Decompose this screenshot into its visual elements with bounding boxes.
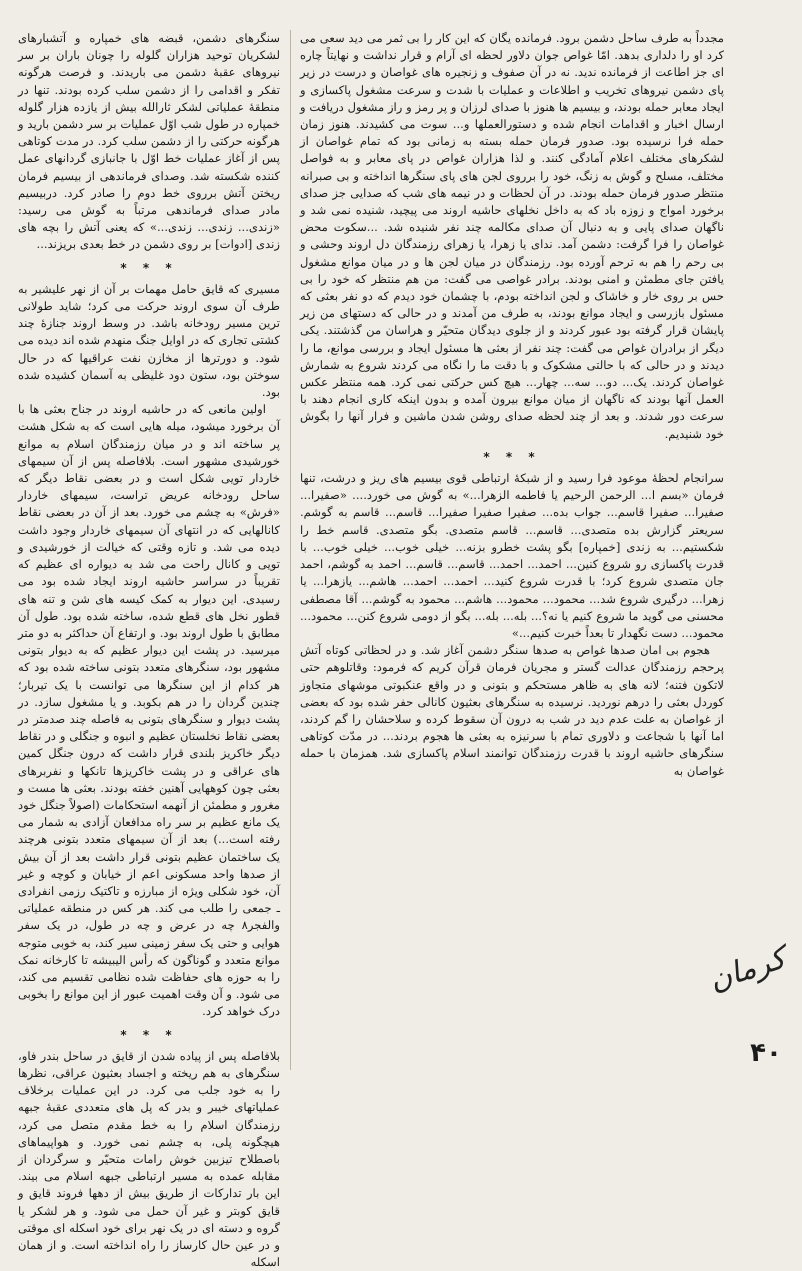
section-separator: * * * xyxy=(483,449,541,464)
section-separator: * * * xyxy=(120,1027,178,1042)
magazine-logo: کرمان xyxy=(704,940,790,999)
article-paragraph: سرانجام لحظهٔ موعود فرا رسید و از شبکهٔ ارتباطی قوی بیسیم های ریز و درشت، تنها فرمان «بسم ا... الرحمن الرحیم یا فاطمه الزهرا...» به گوش می خورد.... «صفیرا... صفیرا... صفیرا قاسم... جواب بده... صفیرا صفیرا صفیرا... قاسم... قاسم به گوشم. سریعتر گزارش بده متصدی... قاسم... قاسم متصدی. بگو متصدی. قاسم خط را شکستیم... به زندی [خمپاره] بگو پشت خطرو بزنه... خیلی خوب... خیلی خوب... با قدرت پاکسازی رو شروع کنین... احمد... احمد... قاسم... قاسم... احمد به گوشم، احمد جان متصدی شروع کرد؛ با قدرت شروع کنید... احمد... احمد... هاشم... یازهرا... یا زهرا... درگیری شروع شد... محمود... محمود... هاشم... محمود به گوشم... آقا مصطفی محسنی می گوید ما شروع کنیم یا نه؟... بله... بله... بگو از دومی شروع کنن... محمود... محمود... دست نگهدار تا بعداً خبرت کنیم...» xyxy=(300,471,724,640)
column-divider xyxy=(290,30,291,1070)
page-number: ۴۰ xyxy=(750,1038,782,1068)
article-paragraph: بلافاصله پس از پیاده شدن از قایق در ساحل بندر فاو، سنگرهای به هم ریخته و اجساد بعثیون عراقی، نظرها را به خود جلب می کرد. در این عملیات برخلاف عملیاتهای خیبر و بدر که پل های متعددی عقبهٔ جبهه رزمندگان اسلام را به خط مقدم متصل می کرد، هیچگونه پلی، به چشم نمی خورد. و هواپیماهای باصطلاح تیزبین خوش رامات متحیّر و سرگردان از مقابله عمده به مسیر ارتباطی جبهه اسلام می بیند. این بار تدارکات از طریق بیش از دهها فروند قایق و قایق کوبتر و غیر آن حمل می شود. و هر لشکر یا گروه و دسته ای در یک نهر برای خود اسکله ای موقتی و در عین حال کارساز را راه انداخته است. و از همان اسکله xyxy=(18,1048,280,1270)
article-paragraph: سنگرهای دشمن، قبضه های خمپاره و آتشبارهای لشکریان توحید هزاران گلوله را چونان باران بر سر نیروهای عقبهٔ دشمن می باریدند. و فرصت هرگونه تفکر و اقدامی را از دشمن سلب کرده بودند. تنها در منطقهٔ عملیاتی لشکر ثارالله بیش از یازده هزار گلوله خمپاره در طول شب اوّل عملیات بر سر دشمن بارید و هرگونه حرکتی را از دشمن سلب کرد. در مدت کوتاهی پس از آغاز عملیات خط اوّل با جانبازی گردانهای عمل کننده شکسته شد. وصدای فرماندهی از بیسیم فرمان ریختن آتش برروی خط دوم را صادر کرد. دربیسیم مادر صدای فرماندهی مرتباً به گوش می رسید: «زندی... زندی... زندی...» که یعنی آتش را بچه های زندی [ادوات] بر روی دشمن در خط بعدی بریزند... xyxy=(18,31,280,252)
left-column xyxy=(18,30,280,1270)
section-separator: * * * xyxy=(120,260,178,275)
right-column xyxy=(300,30,724,1070)
article-paragraph: مجدداً به طرف ساحل دشمن برود. فرمانده یگان که این کار را بی ثمر می دید سعی می کرد او را دلداری بدهد. امّا غواص جوان دلاور لحظه ای آرام و قرار نداشت و نهایتاً چاره ای جز اطاعت از فرمانده ندید. نه در آن صفوف و زنجیره های غواصان و درست در زیر پای دشمن نیروهای تخریب و اطلاعات و عملیات با شدت و سرعت مشغول پاکسازی و ایجاد معابر حمله بودند، و بیسیم ها هنوز با صدای لرزان و پر رمز و راز مشغول دریافت و ارسال اخبار و اقدامات انجام شده و دستورالعملها و... سوت می کشیدند. هنوز زمان حمله فرا نرسیده بود. صدور فرمان حمله بسته به زمانی بود که تمام غواصان از لشکرهای مختلف اعلام آمادگی کنند. و لذا هزاران غواص در پای معابر و به فواصل مختلف، مسلح و گوش به زنگ، خود را برروی لجن های پای سنگرها انداخته و بی صبرانه منتظر صدور فرمان حمله بودند. در آن لحظات و در نیمه های شب که صدایی جز صدای برخورد امواج و زوزه باد که به داخل نخلهای حاشیه اروند می پیچید، شنیده نمی شد و ناگهان صدای پایی و به دنبال آن صدای مکالمه چند نفر شنیده شد. ...سکوت محض غواصان را فرا گرفت: دشمن آمد. ندای یا زهرا، یا زهرای رزمندگان دل اروند وحشی و بی رحم را هم به ترحم آورده بود. رزمندگان در میان لجن ها و در میان موانع مشغول یافتن جای مطمئن و امنی بودند. برادر غواصی می گفت: من هم منتظر که خود را بی حس بر روی خار و خاشاک و لجن انداخته بودم، با چشمان خود دیدم که دو نفر بعثی که مسئول بازرسی و ایجاد موانع بودند، به طرف من آمدند و در حالی که دستهای من زیر پایشان قرار گرفته بود عبور کردند و از جلوی دیدگان متحیّر و هراسان من گذشتند. یکی دیگر از برادران غواص می گفت: چند نفر از بعثی ها مسئول ایجاد و بررسی موانع، ما را دیدند و در حالی که با حالتی مشکوک و با دقت ما را نگاه می کردند شروع به شمارش غواصان کردند. یک... دو... سه... چهار... هیچ کس حرکتی نمی کرد. همه منتظر عکس العمل آنها بودند که ناگهان از میان موانع بیرون آمده و بدون اینکه کاری انجام دهند با سرعت دور شدند. و بعد از چند لحظه صدای روشن شدن ماشین و فرار آنها را بگوش خود شنیدیم. xyxy=(300,31,725,441)
article-paragraph: هجوم بی امان صدها غواص به صدها سنگر دشمن آغاز شد. و در لحظاتی کوتاه آتش پرحجم رزمندگان عدالت گستر و مجریان فرمان قرآن کریم که فرمود: وقاتلوهم حتی لاتکون فتنه؛ لانه های به ظاهر مستحکم و بتونی و در واقع عنکبوتی موشهای متجاوز کوردل بعثی را درهم نوردید. نرسیده به سنگرهای بعثیون کانالی حفر شده بود که بعضی از غواصان به علت عدم دید در شب به درون آن سقوط کرده و سلاحشان را گم کردند، اما آنها با شجاعت و دلاوری تمام با سرنیزه به بعثی ها هجوم بردند... در مدّت کوتاهی سنگرهای حاشیه اروند با قدرت رزمندگان توانمند اسلام پاکسازی شد. همزمان با حمله غواصان به xyxy=(300,643,724,778)
article-paragraph: مسیری که قایق حامل مهمات بر آن از نهر علیشیر به طرف آن سوی اروند حرکت می کرد؛ شاید طولانی ترین مسیر رودخانه باشد. در وسط اروند جنازهٔ چند کشتی تجاری که در اوایل جنگ منهدم شده اند دیده می شود. و دورترها از مخازن نفت عراقیها که در حال سوختن بود، ستون دود غلیظی به آسمان کشیده شده بود. xyxy=(18,281,280,400)
article-paragraph: اولین مانعی که در حاشیه اروند در جناح بعثی ها با آن برخورد میشود، میله هایی است که به شکل هشت پر ساخته اند و در میان رزمندگان اسلام به موانع خورشیدی مشهور است. بلافاصله پس از آن سیمهای خاردار تویی شکل است و در بعضی نقاط دیگر که ساحل رودخانه عریض تراست، سیمهای خاردار «فرش» به چشم می خورد. بعد از آن در بعضی نقاط کانالهایی که در انتهای آن سیمهای خاردار وجود داشت دیده می شد. و تازه وقتی که خیالت از خورشیدی و تویی و کانال راحت می شد به دیواره ای عظیم که تقریباً در سراسر حاشیه اروند ایجاد شده بود می رسیدی. این دیوار به کمک کیسه های شن و تنه های قطور نخل های قطع شده، ساخته شده بود. طول آن مطابق با طول اروند بود. و ارتفاع آن حداکثر به دو متر میرسید. در پشت این دیوار عظیم که به دیوار بتونی مشهور بود، سنگرهای متعدد بتونی ساخته شده بود که هر کدام از این سنگرها می توانست با یک تیربار؛ چندین گردان را در هم بکوبد. و یا مشغول سازد. در پشت دیوار و سنگرهای بتونی به فاصله چند صدمتر در بعضی نقاط نخلستان عظیم و انبوه و جنگلی و در نقاط دیگر خاکریز بلندی قرار داشت که درون جنگل کمین های عراقی و در پشت خاکریزها تانکها و نفربرهای بعثی چون کوههایی آهنین خفته بودند. بعثی ها مست و مغرور و مطمئن از آنهمه استحکامات (اصولاً جنگل خود یک مانع عظیم بر سر راه مدافعان آزادی به شمار می رفته است...) بعد از آن سیمهای متعدد بتونی هرچند یک ساختمان عظیم بتونی قرار داشت بعد از آن بیش از صدها واحد مسکونی اعم از خیابان و کوچه و غیر آن، خود شکلی ویژه از مبارزه و تاکتیک رزمی انفرادی ـ جمعی را طلب می کند. هر کس در منطقه عملیاتی والفجر۸ چه در عرض و چه در طول، در یک سفر هوایی و حتی یک سفر زمینی سیر کند، به خوبی متوجه موانع متعدد و گوناگون که رأس الیبیشه تا کارخانه نمک را به حوزه های حفاظت شده نظامی تقسیم می کند، می شود. و آن وقت اهمیت عبور از این موانع را بخوبی درک خواهد کرد. xyxy=(18,402,280,1019)
